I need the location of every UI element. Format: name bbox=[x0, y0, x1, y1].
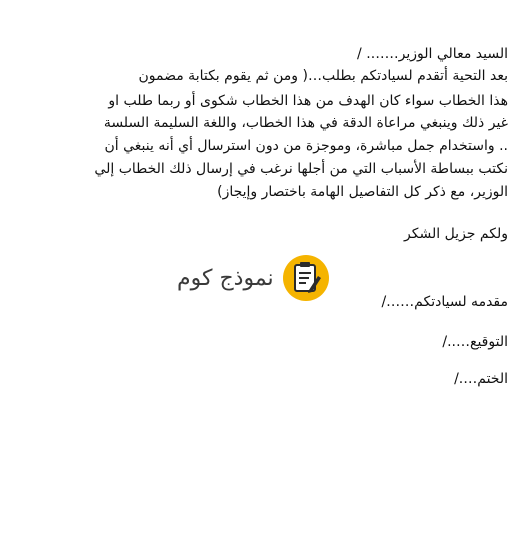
body-line-2: هذا الخطاب سواء كان الهدف من هذا الخطاب شكوى أو ربما طلب او bbox=[108, 93, 508, 109]
body-line-3: غير ذلك وينبغي مراعاة الدقة في هذا الخطاب، واللغة السليمة السلسة bbox=[103, 115, 508, 131]
watermark-text: نموذج كوم bbox=[177, 265, 274, 291]
submitted-by-line: مقدمه لسيادتكم……/ bbox=[381, 294, 508, 310]
seal-line: الختم…./ bbox=[454, 371, 508, 387]
closing-line: ولكم جزيل الشكر bbox=[404, 226, 508, 242]
signature-line: التوقيع…../ bbox=[442, 334, 508, 350]
body-line-4: .. واستخدام جمل مباشرة، وموجزة من دون استرسال أي أنه ينبغي أن bbox=[104, 138, 508, 154]
body-line-5: نكتب ببساطة الأسباب التي من أجلها نرغب في إرسال ذلك الخطاب إلي bbox=[94, 161, 508, 177]
notepad-pencil-icon bbox=[282, 254, 330, 302]
watermark-logo bbox=[177, 254, 357, 302]
body-line-1: بعد التحية أتقدم لسيادتكم بطلب…( ومن ثم يقوم بكتابة مضمون bbox=[138, 68, 508, 84]
body-line-6: الوزير، مع ذكر كل التفاصيل الهامة باختصار وإيجاز) bbox=[217, 184, 508, 200]
salutation-line: السيد معالي الوزير……. / bbox=[357, 46, 508, 62]
